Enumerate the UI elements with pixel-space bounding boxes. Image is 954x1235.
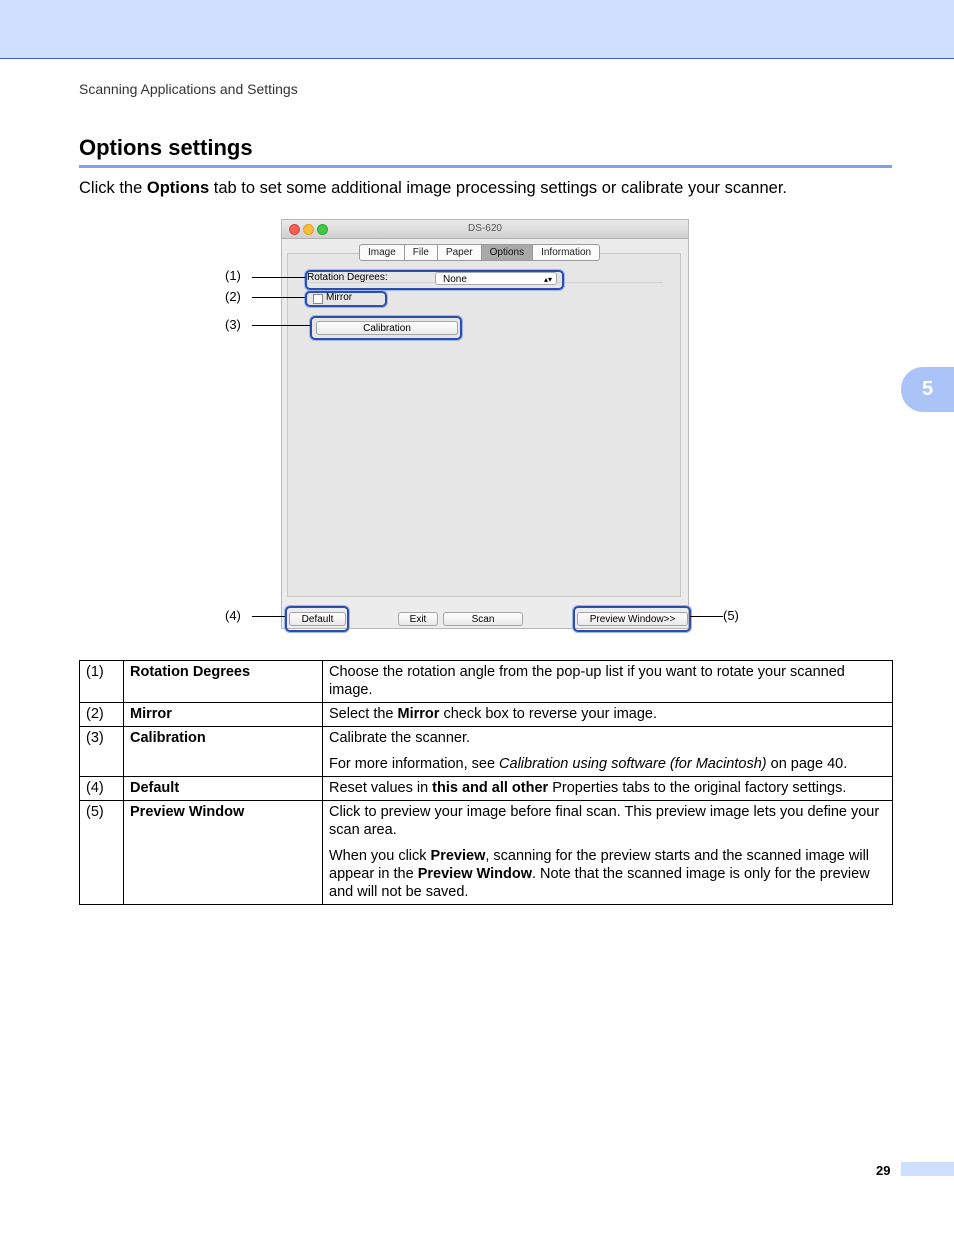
title-rule xyxy=(79,165,892,168)
leader-line-5 xyxy=(690,616,723,617)
definition-table-body xyxy=(80,661,893,905)
preview-window-button: Preview Window>> xyxy=(577,612,688,626)
description-text: Mirror xyxy=(397,706,440,722)
row-number: (3) xyxy=(80,727,124,777)
row-term: Default xyxy=(124,777,323,801)
row-number: (1) xyxy=(80,661,124,703)
intro-paragraph xyxy=(79,179,787,198)
description-paragraph xyxy=(329,705,886,723)
tab-file: File xyxy=(405,245,438,260)
description-text: Calibrate the scanner. xyxy=(329,730,471,746)
exit-button: Exit xyxy=(398,612,438,626)
tab-image: Image xyxy=(360,245,405,260)
settings-tab-bar xyxy=(359,244,600,261)
preview-highlight xyxy=(573,606,691,632)
intro-options-keyword: Options xyxy=(146,179,210,197)
row-term: Calibration xyxy=(124,727,323,777)
description-text: When you click xyxy=(329,848,431,864)
row-number: (2) xyxy=(80,703,124,727)
table-row xyxy=(80,801,893,905)
row-description xyxy=(323,703,893,727)
description-text: For more information, see xyxy=(329,756,500,772)
description-text: Select the xyxy=(329,706,398,722)
scan-button: Scan xyxy=(443,612,523,626)
description-text: Calibration using software (for Macintosh) xyxy=(499,756,767,772)
leader-line-3 xyxy=(252,325,310,326)
row-description xyxy=(323,661,893,703)
callout-5: (5) xyxy=(723,608,739,623)
description-paragraph xyxy=(329,803,886,839)
running-head: Scanning Applications and Settings xyxy=(79,81,298,97)
row-term: Mirror xyxy=(124,703,323,727)
page-number: 29 xyxy=(876,1163,891,1178)
window-titlebar xyxy=(282,220,688,239)
description-text: . Note that the scanned image is only for the preview and will not be saved. xyxy=(329,866,870,900)
description-text: Properties tabs to the original factory settings. xyxy=(548,780,847,796)
tab-information: Information xyxy=(541,247,592,258)
rotation-degrees-label: Rotation Degrees: xyxy=(307,272,388,283)
rotation-highlight xyxy=(305,270,564,290)
table-row xyxy=(80,661,893,703)
row-number: (5) xyxy=(80,801,124,905)
tab-paper: Paper xyxy=(438,245,482,260)
row-description xyxy=(323,777,893,801)
intro-text-before: Click the xyxy=(79,179,147,197)
description-paragraph xyxy=(329,663,886,699)
header-band xyxy=(0,0,954,59)
description-text: Choose the rotation angle from the pop-up list if you want to rotate your scanned image. xyxy=(329,664,845,698)
leader-line-2 xyxy=(252,297,305,298)
row-term: Preview Window xyxy=(124,801,323,905)
description-text: check box to reverse your image. xyxy=(439,706,658,722)
calibration-highlight xyxy=(310,316,462,340)
mirror-label: Mirror xyxy=(326,292,353,303)
settings-window-screenshot xyxy=(281,219,689,629)
description-text: Preview Window xyxy=(417,866,532,882)
callout-2: (2) xyxy=(225,289,241,304)
leader-line-4 xyxy=(252,616,285,617)
description-paragraph xyxy=(329,847,886,901)
default-button: Default xyxy=(289,612,346,626)
options-definition-table xyxy=(79,660,893,905)
window-title: DS-620 xyxy=(468,223,502,234)
table-row xyxy=(80,727,893,777)
callout-4: (4) xyxy=(225,608,241,623)
intro-text-after: tab to set some additional image processing settings or calibrate your scanner. xyxy=(209,179,788,197)
row-number: (4) xyxy=(80,777,124,801)
table-row xyxy=(80,777,893,801)
mirror-highlight xyxy=(305,291,387,307)
callout-3: (3) xyxy=(225,317,241,332)
description-paragraph xyxy=(329,729,886,747)
description-paragraph xyxy=(329,779,886,797)
default-highlight xyxy=(285,606,349,632)
tab-options: Options xyxy=(482,245,533,260)
row-term: Rotation Degrees xyxy=(124,661,323,703)
footer-band xyxy=(901,1162,954,1176)
chapter-tab: 5 xyxy=(901,367,954,412)
description-text: on page 40. xyxy=(766,756,848,772)
rotation-degrees-value: None xyxy=(443,274,467,285)
description-text: Reset values in xyxy=(329,780,433,796)
row-description xyxy=(323,727,893,777)
calibration-button: Calibration xyxy=(316,321,458,335)
description-text: , scanning for the preview starts and the scanned image will appear in the xyxy=(329,848,870,882)
description-text: Preview xyxy=(430,848,486,864)
callout-1: (1) xyxy=(225,268,241,283)
table-row xyxy=(80,703,893,727)
description-text: this and all other xyxy=(432,780,549,796)
row-description xyxy=(323,801,893,905)
section-title: Options settings xyxy=(79,135,253,160)
leader-line-1 xyxy=(252,277,305,278)
popup-arrows-icon: ▴▾ xyxy=(543,275,552,284)
description-paragraph xyxy=(329,755,886,773)
description-text: Click to preview your image before final scan. This preview image lets you define your scan area. xyxy=(329,804,880,838)
